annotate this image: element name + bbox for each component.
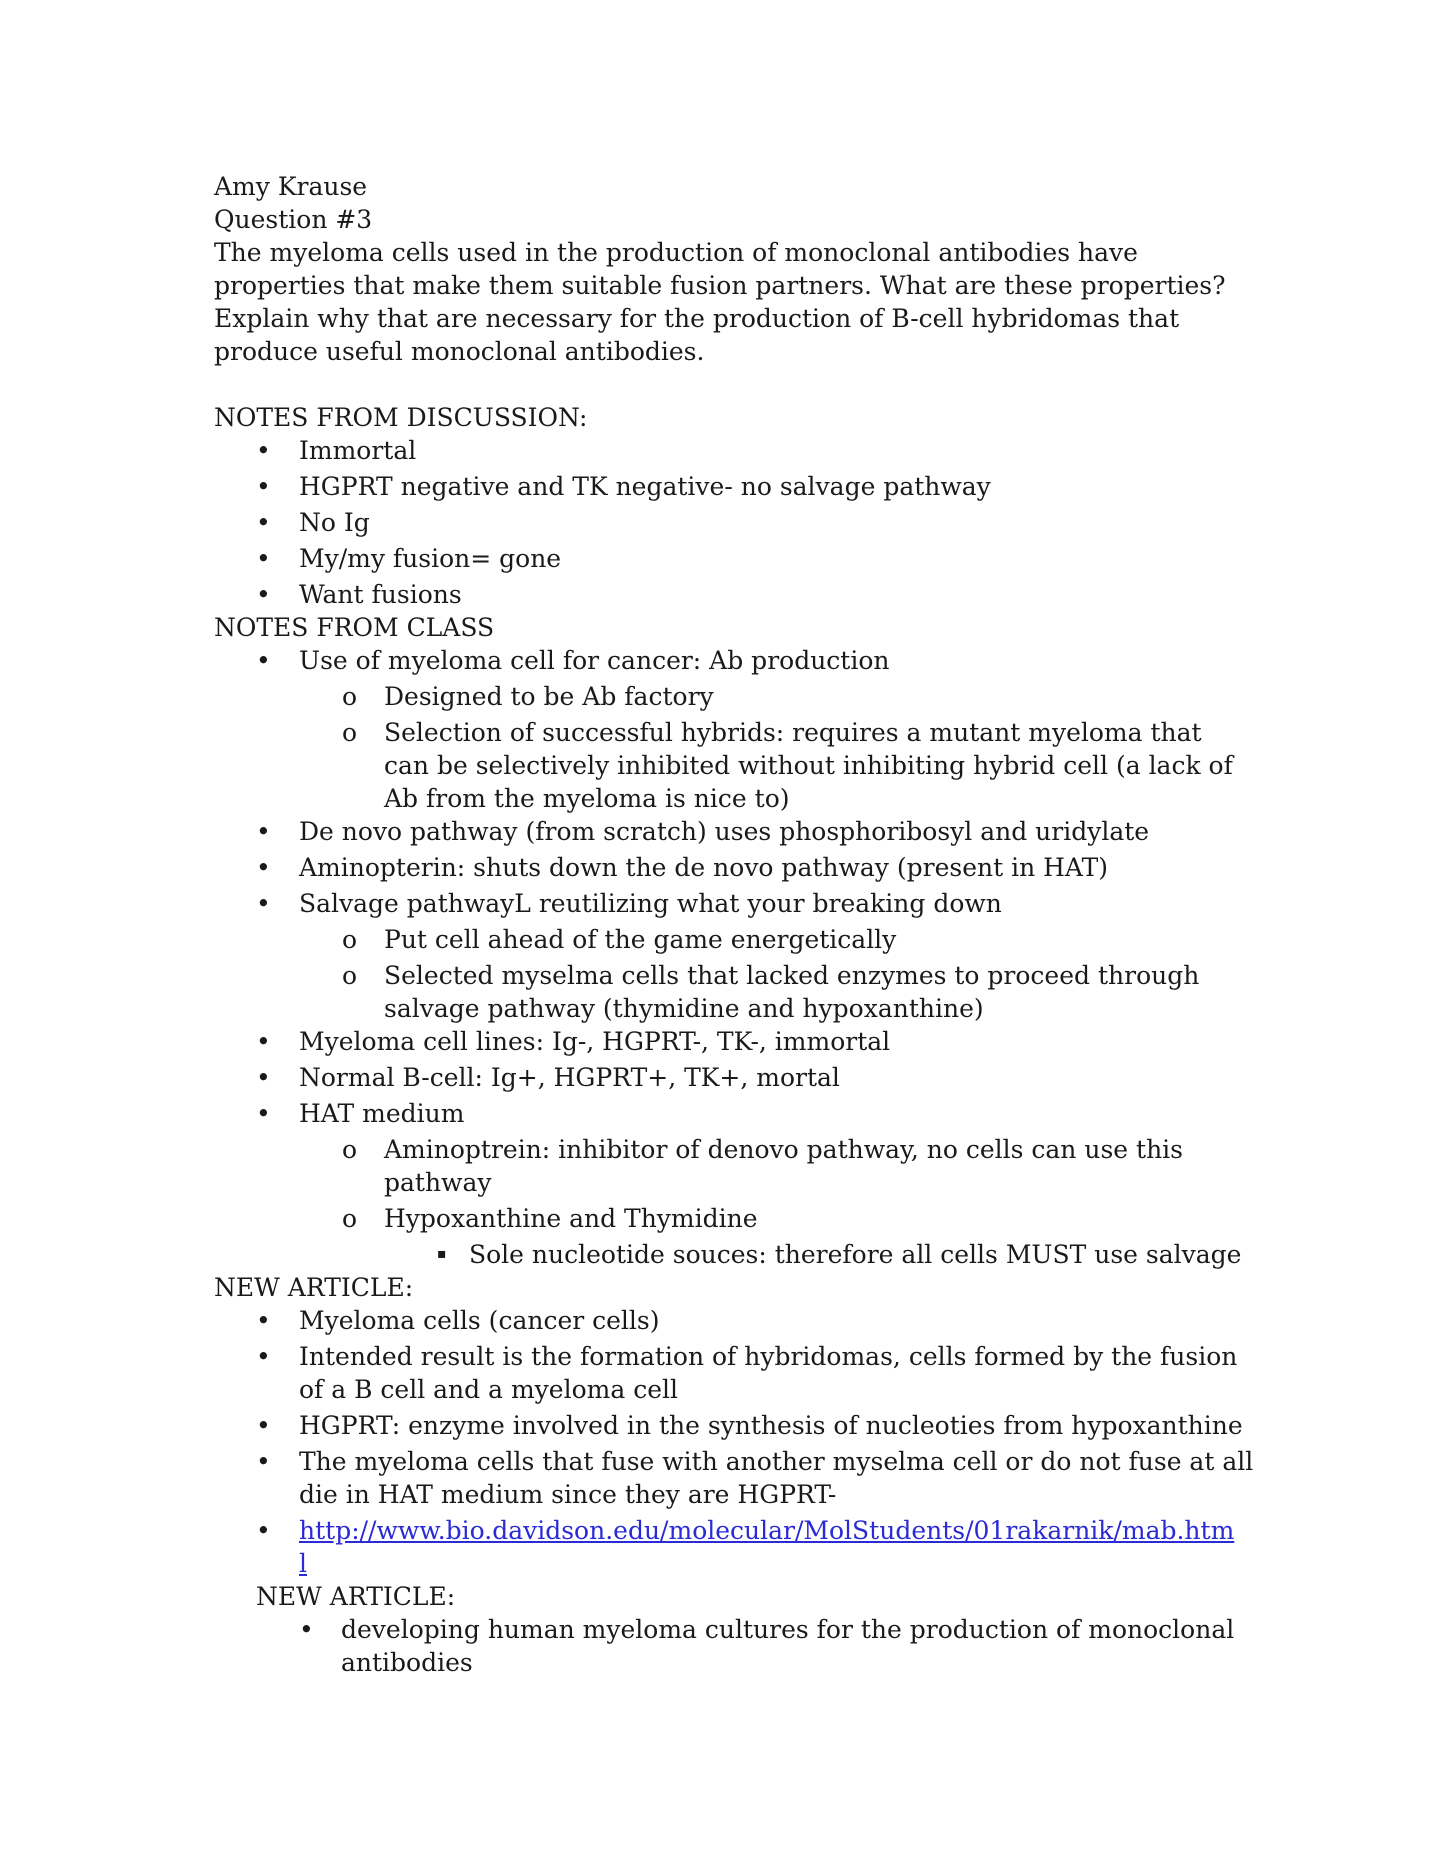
list-item: • developing human myeloma cultures for the production of monoclonal antibodies <box>299 1615 1235 1677</box>
author-name: Amy Krause <box>214 172 368 201</box>
article1-heading: NEW ARTICLE: <box>214 1273 414 1302</box>
sub-list-item: o Hypoxanthine and Thymidine <box>342 1204 758 1233</box>
bullet-marker: • <box>256 472 271 501</box>
discussion-list <box>214 434 1254 611</box>
list-item: • Immortal <box>256 436 417 465</box>
bullet-marker: • <box>299 1615 314 1644</box>
article2-heading: NEW ARTICLE: <box>256 1582 456 1611</box>
list-item: • No Ig <box>256 508 370 537</box>
article-link[interactable]: http://www.bio.davidson.edu/molecular/MolStudents/01rakarnik/mab.htm l <box>299 1516 1235 1578</box>
list-item: • My/my fusion= gone <box>256 544 562 573</box>
circle-marker: o <box>342 961 358 990</box>
class-notes-heading: NOTES FROM CLASS <box>214 613 495 642</box>
bullet-marker: • <box>256 1027 271 1056</box>
sub-list-item: o Aminoptrein: inhibitor of denovo pathway, no cells can use this pathway <box>342 1135 1183 1197</box>
question-text: The myeloma cells used in the production of monoclonal antibodies have properties that make them suitable fusion partners. What are these properties? Explain why that are necessary for the production of B-cell hybridomas that produce useful monoclonal antibodies. <box>214 238 1226 366</box>
circle-marker: o <box>342 1135 358 1164</box>
circle-marker: o <box>342 718 358 747</box>
document-page <box>214 170 1254 1679</box>
list-item: • HGPRT negative and TK negative- no salvage pathway <box>256 472 991 501</box>
sub-list-item: o Selected myselma cells that lacked enzymes to proceed through salvage pathway (thymidine and hypoxanthine) <box>342 961 1200 1023</box>
list-item: • Myeloma cell lines: Ig-, HGPRT-, TK-, immortal <box>256 1027 891 1056</box>
bullet-marker: • <box>256 508 271 537</box>
bullet-marker: • <box>256 1063 271 1092</box>
square-marker: ▪ <box>437 1246 447 1262</box>
list-item: • Normal B-cell: Ig+, HGPRT+, TK+, mortal <box>256 1063 840 1092</box>
list-item: • De novo pathway (from scratch) uses phosphoribosyl and uridylate <box>256 817 1150 846</box>
bullet-marker: • <box>256 436 271 465</box>
class-notes-list <box>214 644 1254 1271</box>
bullet-marker: • <box>256 889 271 918</box>
bullet-marker: • <box>256 1411 271 1440</box>
question-label: Question #3 <box>214 205 373 234</box>
list-item: • Want fusions <box>256 580 462 609</box>
article1-list <box>214 1304 1254 1580</box>
list-item: • Salvage pathwayL reutilizing what your breaking down <box>256 889 1002 918</box>
list-item-link <box>214 1514 1254 1580</box>
list-item: • HGPRT: enzyme involved in the synthesis of nucleoties from hypoxanthine <box>256 1411 1243 1440</box>
circle-marker: o <box>342 1204 358 1233</box>
sub-sub-list-item: ▪ Sole nucleotide souces: therefore all cells MUST use salvage <box>437 1240 1242 1269</box>
bullet-marker: • <box>256 1342 271 1371</box>
circle-marker: o <box>342 682 358 711</box>
sub-list-item: o Selection of successful hybrids: requires a mutant myeloma that can be selectively inhibited without inhibiting hybrid cell (a lack of Ab from the myeloma is nice to) <box>342 718 1233 813</box>
bullet-marker: • <box>256 1099 271 1128</box>
sub-list-item: o Put cell ahead of the game energetically <box>342 925 897 954</box>
bullet-marker: • <box>256 1447 271 1476</box>
list-item: • Myeloma cells (cancer cells) <box>256 1306 660 1335</box>
bullet-marker: • <box>256 817 271 846</box>
bullet-marker: • <box>256 853 271 882</box>
bullet-marker: • <box>256 1516 271 1545</box>
article2-list <box>214 1613 1254 1679</box>
sub-list-item: o Designed to be Ab factory <box>342 682 714 711</box>
list-item: • Use of myeloma cell for cancer: Ab production <box>256 646 890 675</box>
bullet-marker: • <box>256 646 271 675</box>
discussion-heading: NOTES FROM DISCUSSION: <box>214 403 588 432</box>
spacer <box>214 368 1254 401</box>
bullet-marker: • <box>256 1306 271 1335</box>
circle-marker: o <box>342 925 358 954</box>
list-item: • The myeloma cells that fuse with another myselma cell or do not fuse at all die in HAT medium since they are HGPRT- <box>256 1447 1254 1509</box>
list-item: • Aminopterin: shuts down the de novo pathway (present in HAT) <box>256 853 1109 882</box>
bullet-marker: • <box>256 580 271 609</box>
list-item: • Intended result is the formation of hybridomas, cells formed by the fusion of a B cell and a myeloma cell <box>256 1342 1238 1404</box>
bullet-marker: • <box>256 544 271 573</box>
list-item: • HAT medium <box>256 1099 465 1128</box>
